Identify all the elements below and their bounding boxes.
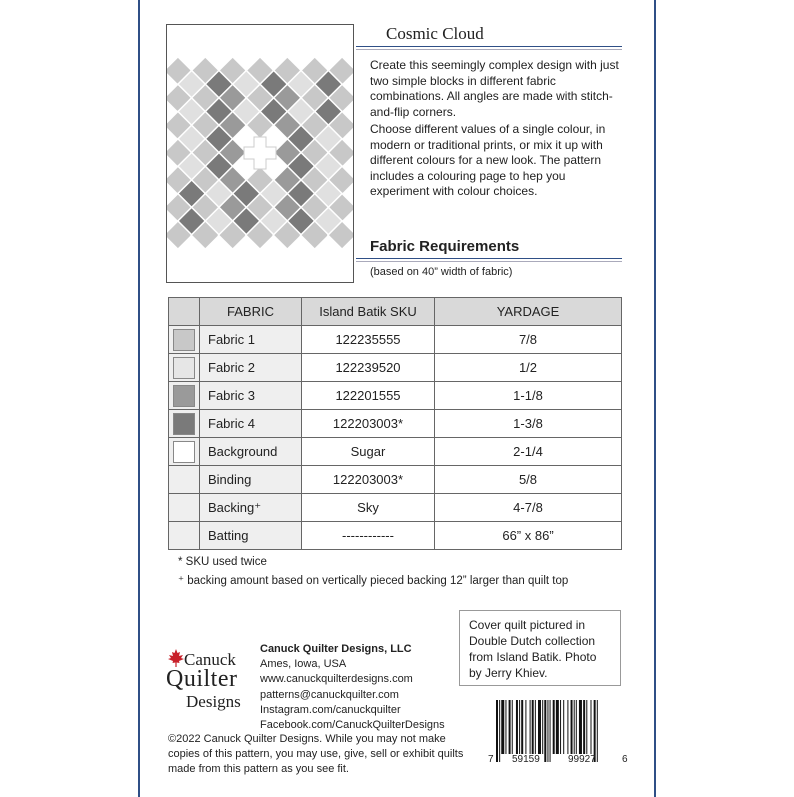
barcode-bar: [553, 700, 555, 754]
barcode-bar: [542, 700, 543, 754]
sku-cell: 122201555: [302, 382, 435, 410]
cover-note-line: by Jerry Khiev.: [469, 666, 548, 680]
yardage-cell: 1/2: [435, 354, 622, 382]
barcode-digits-3: 99927: [568, 754, 596, 765]
fabric-swatch: [173, 329, 195, 351]
fabric-name-cell: Background: [200, 438, 302, 466]
barcode-bar: [579, 700, 582, 754]
swatch-cell: [169, 522, 200, 550]
swatch-cell: [169, 438, 200, 466]
pattern-title: Cosmic Cloud: [386, 24, 484, 43]
swatch-cell: [169, 494, 200, 522]
fabric-swatch: [173, 441, 195, 463]
swatch-cell: [169, 326, 200, 354]
barcode-bar: [574, 700, 575, 754]
table-row: [169, 354, 622, 382]
company-instagram[interactable]: Instagram.com/canuckquilter: [260, 703, 401, 716]
yardage-cell: 1-1/8: [435, 382, 622, 410]
barcode-bar: [576, 700, 577, 754]
table-row: [169, 410, 622, 438]
company-facebook[interactable]: Facebook.com/CanuckQuilterDesigns: [260, 719, 445, 732]
company-email[interactable]: patterns@canuckquilter.com: [260, 688, 399, 701]
barcode-bar: [591, 700, 592, 754]
fabric-name-cell: Fabric 4: [200, 410, 302, 438]
page-border-right: [654, 0, 656, 797]
fabric-table: [168, 297, 622, 550]
swatch-cell: [169, 466, 200, 494]
fabric-name-cell: Batting: [200, 522, 302, 550]
description-paragraph-1: Create this seemingly complex design with just two simple blocks in different fabric combinations. All angles are made with stitch-and-flip corners.: [370, 58, 619, 119]
barcode-bar: [532, 700, 534, 754]
swatch-cell: [169, 410, 200, 438]
barcode-bar: [597, 700, 598, 762]
table-row: [169, 382, 622, 410]
barcode-bar: [505, 700, 506, 754]
barcode-bar: [567, 700, 568, 754]
yardage-cell: 1-3/8: [435, 410, 622, 438]
yardage-cell: 4-7/8: [435, 494, 622, 522]
table-header-row: [169, 298, 622, 326]
barcode-bar: [499, 700, 500, 762]
table-row: [169, 494, 622, 522]
table-row: [169, 326, 622, 354]
yardage-column-header: YARDAGE: [435, 298, 622, 326]
barcode-bar: [594, 700, 596, 762]
swatch-cell: [169, 354, 200, 382]
table-row: [169, 522, 622, 550]
fabric-name-cell: Fabric 3: [200, 382, 302, 410]
logo-line-1: Canuck: [184, 650, 236, 669]
table-row: [169, 438, 622, 466]
fabric-name-cell: Backing⁺: [200, 494, 302, 522]
cover-note-line: Double Dutch collection: [469, 634, 596, 648]
sku-cell: 122235555: [302, 326, 435, 354]
company-info: [260, 642, 445, 733]
description-paragraph-2: Choose different values of a single colour, in modern or traditional prints, or mix it up with different colours for a new look. The pattern includes a colouring page to hep you experiment with colour choices.: [370, 122, 606, 198]
barcode-bar: [550, 700, 551, 762]
barcode-digits-2: 59159: [512, 754, 540, 765]
maple-leaf-icon: [166, 648, 186, 668]
company-location: Ames, Iowa, USA: [260, 658, 347, 671]
logo-line-2: Quilter: [166, 666, 238, 692]
cover-note-box: [459, 610, 621, 686]
sku-cell: 122239520: [302, 354, 435, 382]
barcode-bar: [556, 700, 559, 754]
barcode-bar: [538, 700, 541, 754]
footnote-sku: * SKU used twice: [178, 556, 267, 568]
quilt-diagram: [167, 25, 353, 282]
barcode-bar: [530, 700, 531, 754]
page-border-left: [138, 0, 140, 797]
barcode-bar: [496, 700, 498, 762]
barcode-bar: [512, 700, 513, 754]
table-row: [169, 466, 622, 494]
barcode-bar: [535, 700, 536, 754]
barcode-bar: [586, 700, 587, 754]
fabric-name-cell: Fabric 1: [200, 326, 302, 354]
quilt-illustration: [166, 24, 354, 283]
company-website[interactable]: www.canuckquilterdesigns.com: [260, 673, 413, 686]
fabric-width-note: (based on 40” width of fabric): [370, 266, 513, 278]
sku-cell: Sky: [302, 494, 435, 522]
title-rule: [356, 46, 622, 47]
fabric-name-cell: Fabric 2: [200, 354, 302, 382]
barcode-bar: [583, 700, 585, 754]
yardage-cell: 5/8: [435, 466, 622, 494]
barcode-bar: [516, 700, 518, 754]
fabric-rule: [356, 258, 622, 259]
fabric-requirements-heading: Fabric Requirements: [370, 238, 520, 255]
canuck-quilter-logo: [166, 648, 252, 714]
fabric-column-header: FABRIC: [200, 298, 302, 326]
barcode-digit-1: 7: [488, 754, 494, 765]
barcode-bar: [571, 700, 573, 754]
barcode-bar: [519, 700, 520, 754]
yardage-cell: 2-1/4: [435, 438, 622, 466]
swatch-header: [169, 298, 200, 326]
barcode-bar: [560, 700, 561, 754]
fabric-rule-2: [356, 261, 622, 262]
sku-cell: 122203003*: [302, 410, 435, 438]
barcode-bar: [509, 700, 511, 754]
sku-column-header: Island Batik SKU: [302, 298, 435, 326]
fabric-swatch: [173, 385, 195, 407]
yardage-cell: 66” x 86”: [435, 522, 622, 550]
title-rule-2: [356, 49, 622, 50]
barcode-bar: [525, 700, 526, 754]
barcode-digit-4: 6: [622, 754, 628, 765]
footnote-backing: ⁺ backing amount based on vertically pieced backing 12” larger than quilt top: [178, 575, 569, 587]
logo-line-3: Designs: [186, 692, 241, 711]
sku-cell: 122203003*: [302, 466, 435, 494]
barcode-bar: [563, 700, 564, 754]
sku-cell: ------------: [302, 522, 435, 550]
fabric-swatch: [173, 357, 195, 379]
sku-cell: Sugar: [302, 438, 435, 466]
barcode-bar: [521, 700, 523, 754]
copyright-notice: ©2022 Canuck Quilter Designs. While you may not make copies of this pattern, you may use, give, sell or exhibit quilts made from this pattern as you see fit.: [168, 733, 464, 776]
swatch-cell: [169, 382, 200, 410]
cover-note-line: Cover quilt pictured in: [469, 618, 586, 632]
fabric-swatch: [173, 413, 195, 435]
yardage-cell: 7/8: [435, 326, 622, 354]
cover-note-line: from Island Batik. Photo: [469, 650, 597, 664]
barcode-bar: [544, 700, 546, 762]
barcode-bar: [501, 700, 504, 754]
fabric-name-cell: Binding: [200, 466, 302, 494]
barcode-bar: [547, 700, 548, 762]
company-name: Canuck Quilter Designs, LLC: [260, 643, 412, 655]
